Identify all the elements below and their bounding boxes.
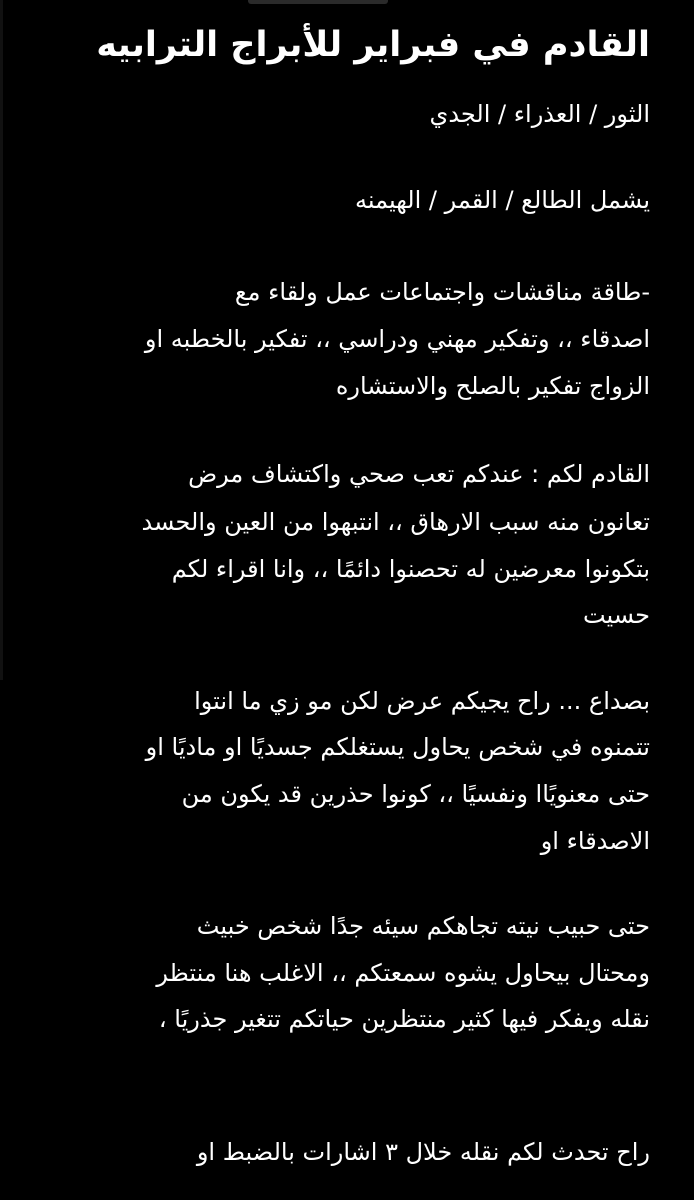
text-line-health-4: حسيت [582,601,650,629]
text-line-health-1: القادم لكم : عندكم تعب صحي واكتشاف مرض [188,460,650,488]
text-line-partner-2: ومحتال بيحاول يشوه سمعتكم ،، الاغلب هنا منتظر [156,959,650,987]
text-line-offer-4: الاصدقاء او [540,827,650,855]
text-line-offer-1: بصداع ... راح يجيكم عرض لكن مو زي ما انتوا [194,687,650,715]
text-line-energy-3: الزواج تفكير بالصلح والاستشاره [335,372,650,400]
text-line-transition: راح تحدث لكم نقله خلال ٣ اشارات بالضبط او [196,1138,650,1166]
text-line-offer-3: حتى معنويًاا ونفسيًا ،، كونوا حذرين قد يكون من [181,780,650,808]
text-line-includes: يشمل الطالع / القمر / الهيمنه [354,186,650,214]
text-line-partner-1: حتى حبيب نيته تجاهكم سيئه جدًا شخص خبيث [196,912,650,940]
text-line-health-2: تعانون منه سبب الارهاق ،، انتبهوا من العين والحسد [141,508,650,536]
text-line-health-3: بتكونوا معرضين له تحصنوا دائمًا ،، وانا اقراء لكم [171,555,650,583]
text-line-energy-2: اصدقاء ،، وتفكير مهني ودراسي ،، تفكير بالخطبه او [144,325,650,353]
text-line-offer-2: تتمنوه في شخص يحاول يستغلكم جسديًا او ماديًا او [145,733,650,761]
left-edge-shadow [0,0,3,680]
cropped-top-edge [248,0,388,4]
text-line-energy-1: -طاقة مناقشات واجتماعات عمل ولقاء مع [234,278,650,306]
text-line-signs: الثور / العذراء / الجدي [429,100,650,128]
document-title: القادم في فبراير للأبراج الترابيه [96,25,650,65]
text-line-partner-3: نقله ويفكر فيها كثير منتظرين حياتكم تتغير جذريًا ، [158,1005,650,1033]
